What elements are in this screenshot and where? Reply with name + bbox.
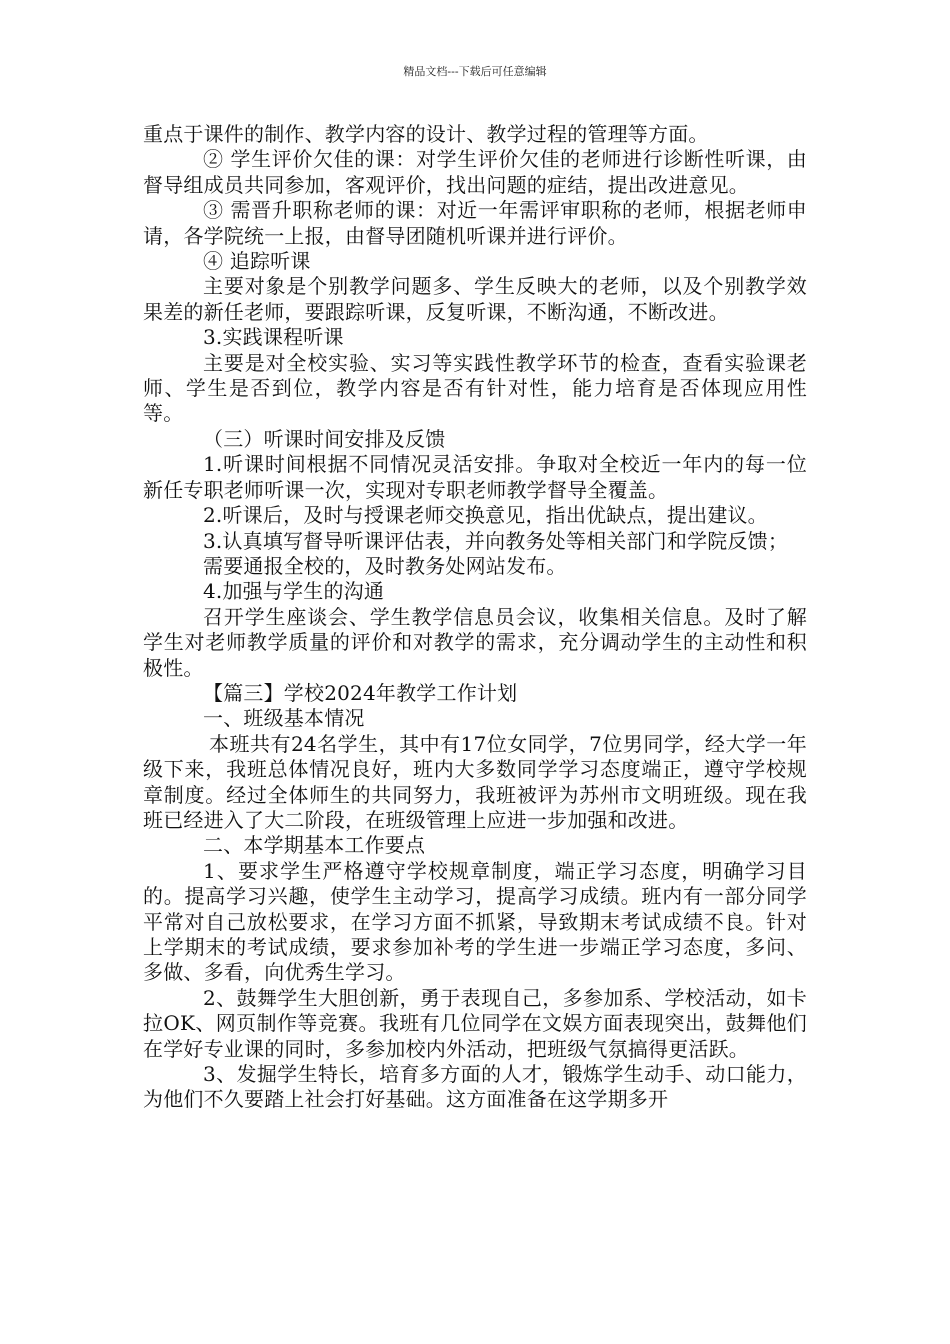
subheading: 4.加强与学生的沟通 bbox=[203, 579, 385, 604]
paragraph: 3、发掘学生特长，培育多方面的人才，锻炼学生动手、动口能力，为他们不久要踏上社会打好基础。这方面准备在这学期多开 bbox=[143, 1062, 807, 1112]
paragraph: 1.听课时间根据不同情况灵活安排。争取对全校近一年内的每一位新任专职老师听课一次，实现对专职老师教学督导全覆盖。 bbox=[143, 452, 807, 502]
paragraph: 重点于课件的制作、教学内容的设计、教学过程的管理等方面。 bbox=[143, 122, 709, 146]
chapter-title: 【篇三】学校2024年教学工作计划 bbox=[203, 680, 518, 705]
paragraph: 需要通报全校的，及时教务处网站发布。 bbox=[203, 553, 567, 578]
page-header: 精品文档---下载后可任意编辑 bbox=[403, 65, 547, 78]
section-heading: 二、本学期基本工作要点 bbox=[203, 833, 426, 858]
paragraph: 2.听课后，及时与授课老师交换意见，指出优缺点，提出建议。 bbox=[203, 503, 768, 528]
section-heading: （三）听课时间安排及反馈 bbox=[203, 426, 446, 451]
document-body bbox=[143, 122, 807, 1113]
section-heading: 一、班级基本情况 bbox=[203, 706, 365, 731]
subheading: 3.实践课程听课 bbox=[203, 325, 344, 350]
paragraph: 主要对象是个别教学问题多、学生反映大的老师，以及个别教学效果差的新任老师，要跟踪听课，反复听课，不断沟通，不断改进。 bbox=[143, 274, 807, 324]
paragraph: ③ 需晋升职称老师的课：对近一年需评审职称的老师，根据老师申请，各学院统一上报，由督导团随机听课并进行评价。 bbox=[143, 198, 807, 248]
paragraph: ② 学生评价欠佳的课：对学生评价欠佳的老师进行诊断性听课，由督导组成员共同参加，客观评价，找出问题的症结，提出改进意见。 bbox=[143, 147, 807, 197]
paragraph: 主要是对全校实验、实习等实践性教学环节的检查，查看实验课老师、学生是否到位，教学内容是否有针对性，能力培育是否体现应用性等。 bbox=[143, 350, 807, 426]
paragraph: 召开学生座谈会、学生教学信息员会议，收集相关信息。及时了解学生对老师教学质量的评价和对教学的需求，充分调动学生的主动性和积极性。 bbox=[143, 604, 807, 680]
paragraph: 2、鼓舞学生大胆创新，勇于表现自己，多参加系、学校活动，如卡拉OK、网页制作等竞赛。我班有几位同学在文娱方面表现突出，鼓舞他们在学好专业课的同时，多参加校内外活动，把班级气氛搞得更活跃。 bbox=[143, 985, 807, 1061]
paragraph: 1、要求学生严格遵守学校规章制度，端正学习态度，明确学习目的。提高学习兴趣，使学生主动学习，提高学习成绩。班内有一部分同学平常对自己放松要求，在学习方面不抓紧，导致期末考试成绩不良。针对上学期末的考试成绩，要求参加补考的学生进一步端正学习态度，多问、多做、多看，向优秀生学习。 bbox=[143, 858, 807, 985]
paragraph: 本班共有24名学生，其中有17位女同学，7位男同学，经大学一年级下来，我班总体情况良好，班内大多数同学学习态度端正，遵守学校规章制度。经过全体师生的共同努力，我班被评为苏州市文明班级。现在我班已经进入了大二阶段，在班级管理上应进一步加强和改进。 bbox=[143, 731, 807, 832]
subheading: ④ 追踪听课 bbox=[203, 249, 311, 274]
paragraph: 3.认真填写督导听课评估表，并向教务处等相关部门和学院反馈； bbox=[203, 528, 789, 553]
